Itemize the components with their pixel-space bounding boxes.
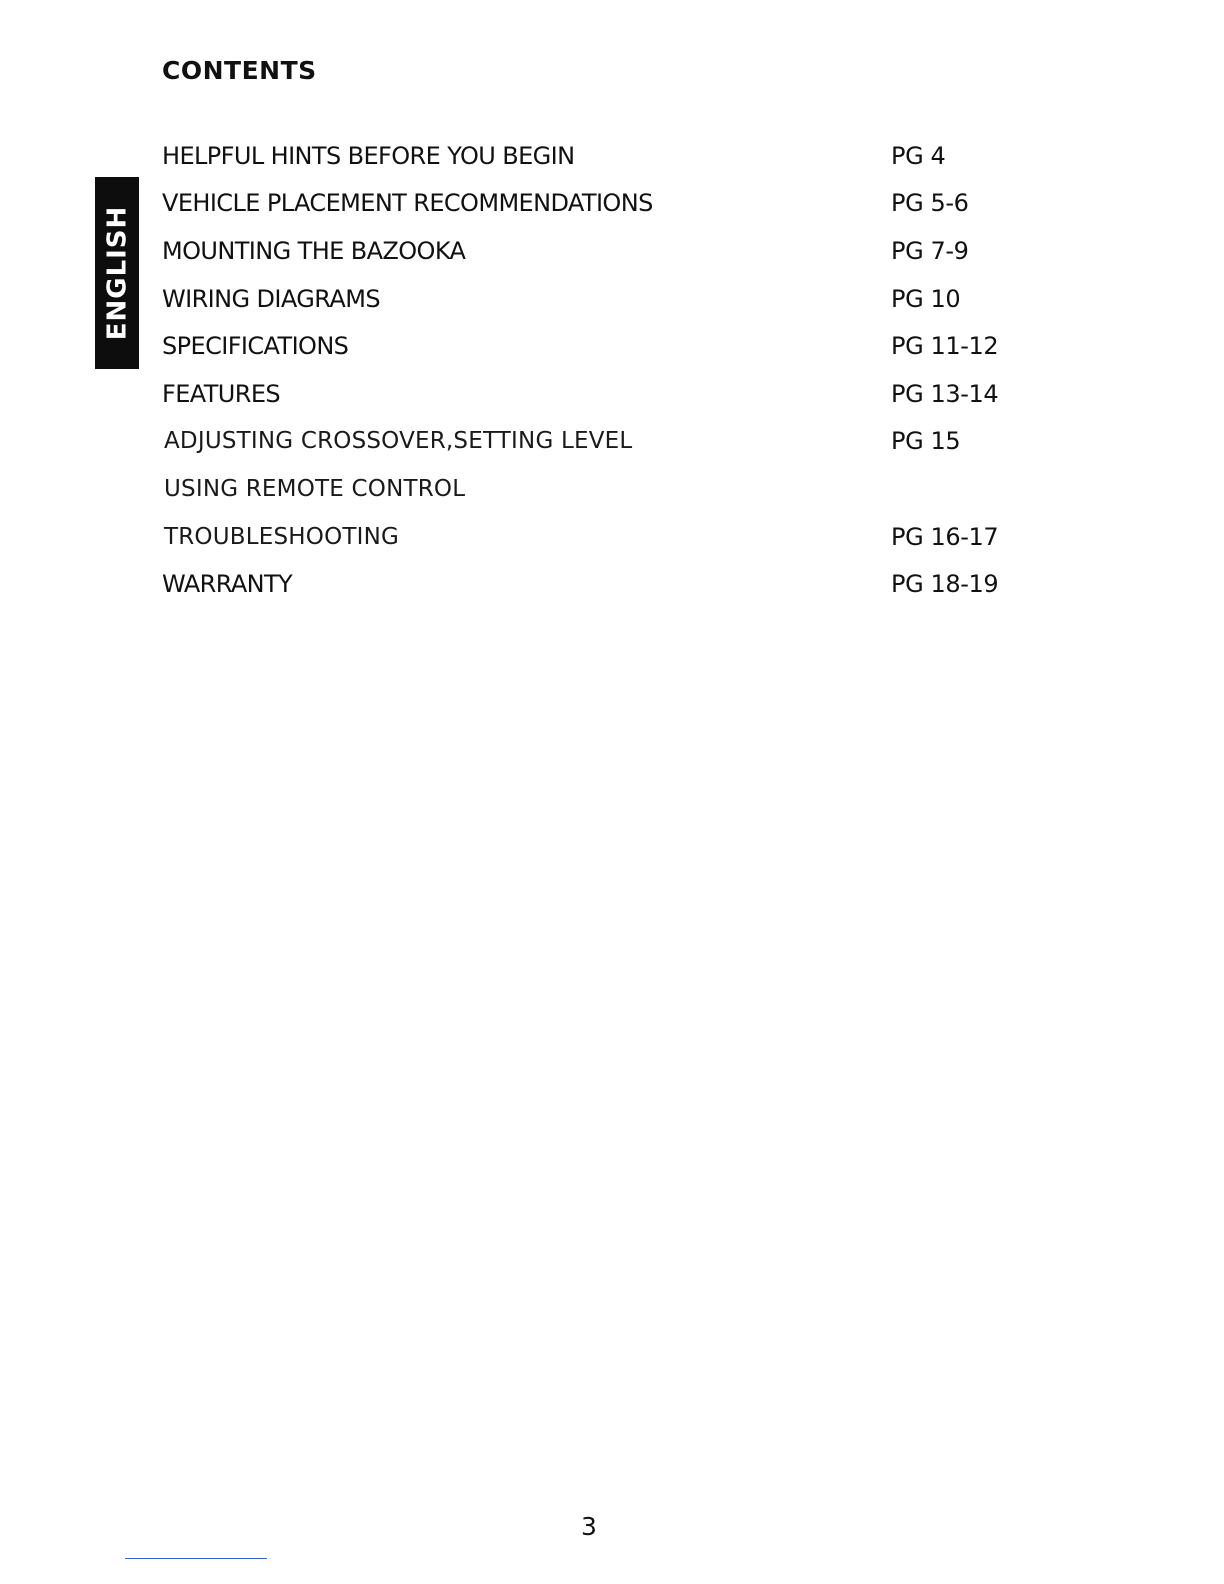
toc-entry-page: PG 7-9 bbox=[891, 236, 969, 265]
toc-entry-page: PG 18-19 bbox=[891, 570, 999, 599]
toc-entry-features bbox=[162, 370, 1022, 418]
toc-entry-title: VEHICLE PLACEMENT RECOMMENDATIONS bbox=[162, 189, 653, 218]
toc-entry-mounting bbox=[162, 227, 1022, 275]
toc-entry-warranty bbox=[162, 560, 1022, 608]
toc-entry-adjusting-crossover bbox=[162, 418, 1022, 466]
toc-entry-title: TROUBLESHOOTING bbox=[164, 523, 400, 550]
toc-entry-title: MOUNTING THE BAZOOKA bbox=[162, 236, 466, 265]
toc-entry-page: PG 5-6 bbox=[891, 189, 969, 218]
toc-entry-page: PG 10 bbox=[891, 284, 961, 313]
toc-entry-specifications bbox=[162, 322, 1022, 370]
toc-entry-wiring bbox=[162, 275, 1022, 323]
toc-entry-helpful-hints bbox=[162, 132, 1022, 180]
toc-entry-title: WIRING DIAGRAMS bbox=[162, 284, 380, 313]
page-title: CONTENTS bbox=[162, 56, 317, 85]
toc-entry-title: HELPFUL HINTS BEFORE YOU BEGIN bbox=[162, 141, 575, 170]
toc-entry-title: SPECIFICATIONS bbox=[162, 332, 349, 361]
toc-entry-vehicle-placement bbox=[162, 180, 1022, 228]
toc-entry-title: ADJUSTING CROSSOVER,SETTING LEVEL bbox=[164, 428, 633, 455]
toc-entry-title: WARRANTY bbox=[162, 570, 293, 599]
toc-entry-page: PG 13-14 bbox=[891, 379, 999, 408]
language-tab-label: ENGLISH bbox=[102, 205, 132, 341]
toc-entry-page: PG 11-12 bbox=[891, 332, 999, 361]
page-number: 3 bbox=[581, 1512, 597, 1541]
toc-entry-page: PG 15 bbox=[891, 427, 961, 456]
toc-entry-page: PG 16-17 bbox=[891, 522, 999, 551]
footer-rule bbox=[125, 1558, 267, 1559]
toc-entry-title: USING REMOTE CONTROL bbox=[164, 475, 466, 502]
toc-entry-title: FEATURES bbox=[162, 379, 281, 408]
toc-entry-troubleshooting bbox=[162, 513, 1022, 561]
language-tab bbox=[95, 177, 139, 369]
table-of-contents bbox=[162, 132, 1022, 608]
toc-entry-page: PG 4 bbox=[891, 141, 946, 170]
toc-entry-remote-control bbox=[162, 465, 1022, 513]
